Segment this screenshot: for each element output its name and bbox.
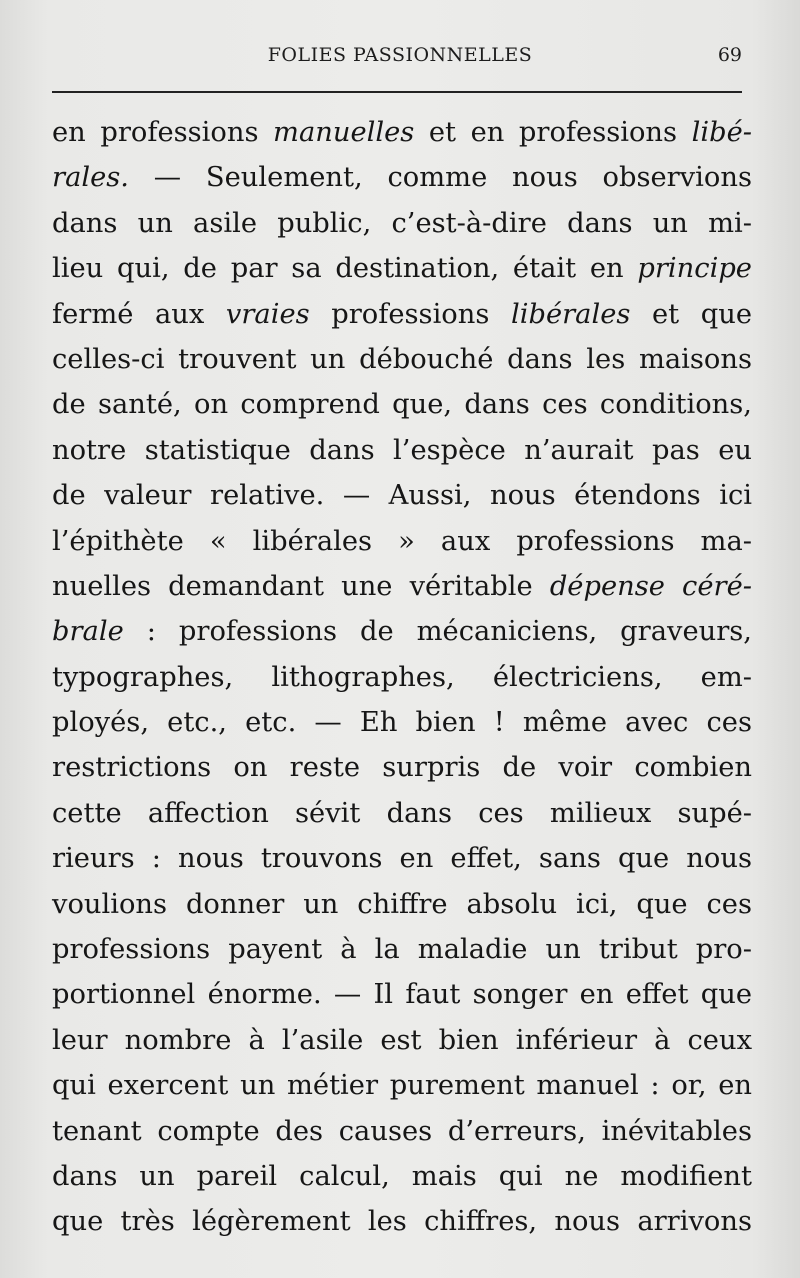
page-number: 69 <box>717 44 742 66</box>
body-text <box>52 110 752 1245</box>
text-line <box>52 609 752 654</box>
text-line <box>52 155 752 200</box>
italic-segment: libé- <box>691 117 753 148</box>
text-line <box>52 1109 752 1154</box>
text-segment: l’épithète « libérales » aux professions ma- <box>52 525 752 557</box>
text-segment: de valeur relative. — Aussi, nous étendons ici <box>52 480 752 512</box>
text-segment: tenant compte des causes d’erreurs, inévitables <box>52 1115 752 1147</box>
text-line <box>52 201 752 246</box>
text-segment: portionnel énorme. — Il faut songer en effet que <box>52 979 752 1011</box>
text-segment: — Seulement, comme nous observions <box>128 162 752 194</box>
italic-segment: rales. <box>52 162 129 194</box>
header-rule <box>52 91 742 93</box>
text-line <box>52 655 752 700</box>
text-line <box>52 927 752 972</box>
text-line <box>52 337 752 382</box>
text-line <box>52 745 752 790</box>
text-segment: professions <box>309 298 511 330</box>
text-segment: professions payent à la maladie un tribut pro- <box>52 934 752 966</box>
text-line <box>52 700 752 745</box>
text-segment: dans un pareil calcul, mais qui ne modifient <box>52 1160 752 1192</box>
text-line <box>52 473 752 518</box>
text-line <box>52 292 752 337</box>
text-line <box>52 1154 752 1199</box>
italic-segment: principe <box>637 253 752 285</box>
text-segment: : professions de mécaniciens, graveurs, <box>123 616 752 648</box>
text-line <box>52 564 752 609</box>
text-segment: rieurs : nous trouvons en effet, sans que nous <box>52 843 752 875</box>
italic-segment: vraies <box>225 298 310 330</box>
running-title: FOLIES PASSIONNELLES <box>267 44 533 66</box>
text-segment: fermé aux <box>52 298 226 330</box>
text-segment: dans un asile public, c’est-à-dire dans un mi- <box>52 207 752 239</box>
text-line <box>52 1063 752 1108</box>
text-line <box>52 428 752 473</box>
text-segment: voulions donner un chiffre absolu ici, que ces <box>52 888 752 920</box>
text-line <box>52 110 752 155</box>
text-segment: cette affection sévit dans ces milieux supé- <box>52 797 752 829</box>
text-segment: nuelles demandant une véritable <box>52 570 550 602</box>
text-segment: et en professions <box>414 117 692 148</box>
italic-segment: manuelles <box>273 117 415 148</box>
text-segment: leur nombre à l’asile est bien inférieur à ceux <box>52 1024 752 1056</box>
text-segment: en professions <box>52 117 274 148</box>
text-segment: ployés, etc., etc. — Eh bien ! même avec ces <box>52 707 752 739</box>
text-line <box>52 791 752 836</box>
text-line <box>52 382 752 427</box>
text-segment: que très légèrement les chiffres, nous arrivons <box>52 1206 752 1238</box>
text-segment: et que <box>630 298 752 330</box>
text-line <box>52 972 752 1017</box>
text-line <box>52 882 752 927</box>
text-line <box>52 1018 752 1063</box>
italic-segment: libérales <box>510 298 631 330</box>
text-segment: typographes, lithographes, électriciens, em- <box>52 661 752 693</box>
italic-segment: brale <box>52 616 124 648</box>
text-line <box>52 836 752 881</box>
text-line <box>52 1199 752 1244</box>
text-segment: lieu qui, de par sa destination, était en <box>52 253 638 285</box>
text-segment: qui exercent un métier purement manuel : or, en <box>52 1070 752 1102</box>
text-segment: restrictions on reste surpris de voir combien <box>52 752 752 784</box>
text-segment: notre statistique dans l’espèce n’aurait pas eu <box>52 434 752 466</box>
text-line <box>52 519 752 564</box>
text-segment: celles-ci trouvent un débouché dans les maisons <box>52 343 752 375</box>
italic-segment: dépense céré- <box>549 570 752 602</box>
text-segment: de santé, on comprend que, dans ces conditions, <box>52 389 752 421</box>
running-head <box>52 44 748 74</box>
text-line <box>52 246 752 291</box>
